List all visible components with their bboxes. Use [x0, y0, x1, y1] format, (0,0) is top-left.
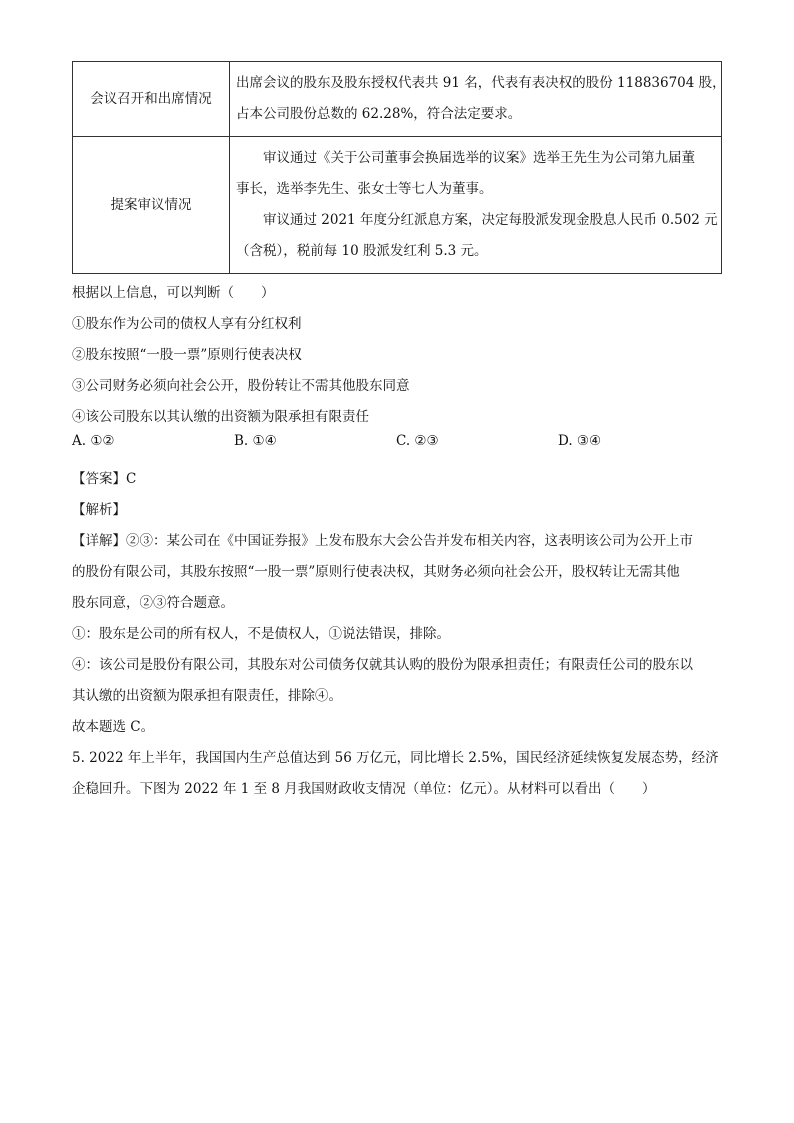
table-text-line: 事长，选举李先生、张女士等七人为董事。 [236, 181, 493, 197]
analysis-line: 其认缴的出资额为限承担有限责任，排除④。 [72, 688, 342, 704]
table-content-proposal [230, 137, 722, 274]
option-b: B. ①④ [234, 433, 277, 449]
table-text-line: 占本公司股份总数的 62.28%，符合法定要求。 [236, 106, 522, 122]
table-label-attendance: 会议召开和出席情况 [73, 62, 230, 137]
analysis-line: 股东同意，②③符合题意。 [72, 595, 234, 611]
next-question-line: 企稳回升。下图为 2022 年 1 至 8 月我国财政收支情况（单位：亿元）。从材料可以看出（ ） [72, 781, 656, 797]
option-c: C. ②③ [396, 433, 439, 449]
table-row [73, 137, 722, 274]
analysis-line: 故本题选 C。 [72, 719, 155, 735]
statement-3: ③公司财务必须向社会公开，股份转让不需其他股东同意 [72, 378, 410, 394]
statement-1: ①股东作为公司的债权人享有分红权利 [72, 316, 302, 332]
answer-options [72, 433, 722, 464]
table-content-attendance [230, 62, 726, 137]
statement-4: ④该公司股东以其认缴的出资额为限承担有限责任 [72, 409, 369, 425]
analysis-heading: 【解析】 [72, 502, 126, 518]
option-d: D. ③④ [558, 433, 602, 449]
table-text-line: 出席会议的股东及股东授权代表共 91 名，代表有表决权的股份 118836704 股， [236, 75, 726, 91]
analysis-block [72, 526, 722, 743]
statement-2: ②股东按照“一股一票”原则行使表决权 [72, 347, 302, 363]
question-stem: 根据以上信息，可以判断（ ） [72, 285, 275, 301]
analysis-line: ①：股东是公司的所有权人，不是债权人，①说法错误，排除。 [72, 626, 450, 642]
next-question-block [72, 743, 722, 805]
analysis-line: 的股份有限公司，其股东按照“一股一票”原则行使表决权，其财务必须向社会公开，股权转让无需其他 [72, 564, 680, 580]
option-a: A. ①② [72, 433, 115, 449]
table-text-line: （含税），税前每 10 股派发红利 5.3 元。 [236, 243, 488, 259]
table-text-line: 审议通过 2021 年度分红派息方案，决定每股派发现金股息人民币 0.502 元 [263, 212, 718, 228]
table-text-line: 审议通过《关于公司董事会换届选举的议案》选举王先生为公司第九届董 [263, 150, 695, 166]
question-block [72, 278, 722, 464]
answer-line: 【答案】C [72, 471, 137, 487]
meeting-info-table [72, 61, 726, 274]
table-row [73, 62, 722, 137]
next-question-line: 5. 2022 年上半年，我国国内生产总值达到 56 万亿元，同比增长 2.5%，国民经济延续恢复发展态势，经济 [72, 750, 719, 766]
analysis-line: 【详解】②③：某公司在《中国证券报》上发布股东大会公告并发布相关内容，这表明该公司为公开上市 [72, 533, 693, 549]
table-label-proposal: 提案审议情况 [73, 137, 230, 274]
document-page [72, 61, 726, 805]
analysis-line: ④：该公司是股份有限公司，其股东对公司债务仅就其认购的股份为限承担责任；有限责任公司的股东以 [72, 657, 693, 673]
